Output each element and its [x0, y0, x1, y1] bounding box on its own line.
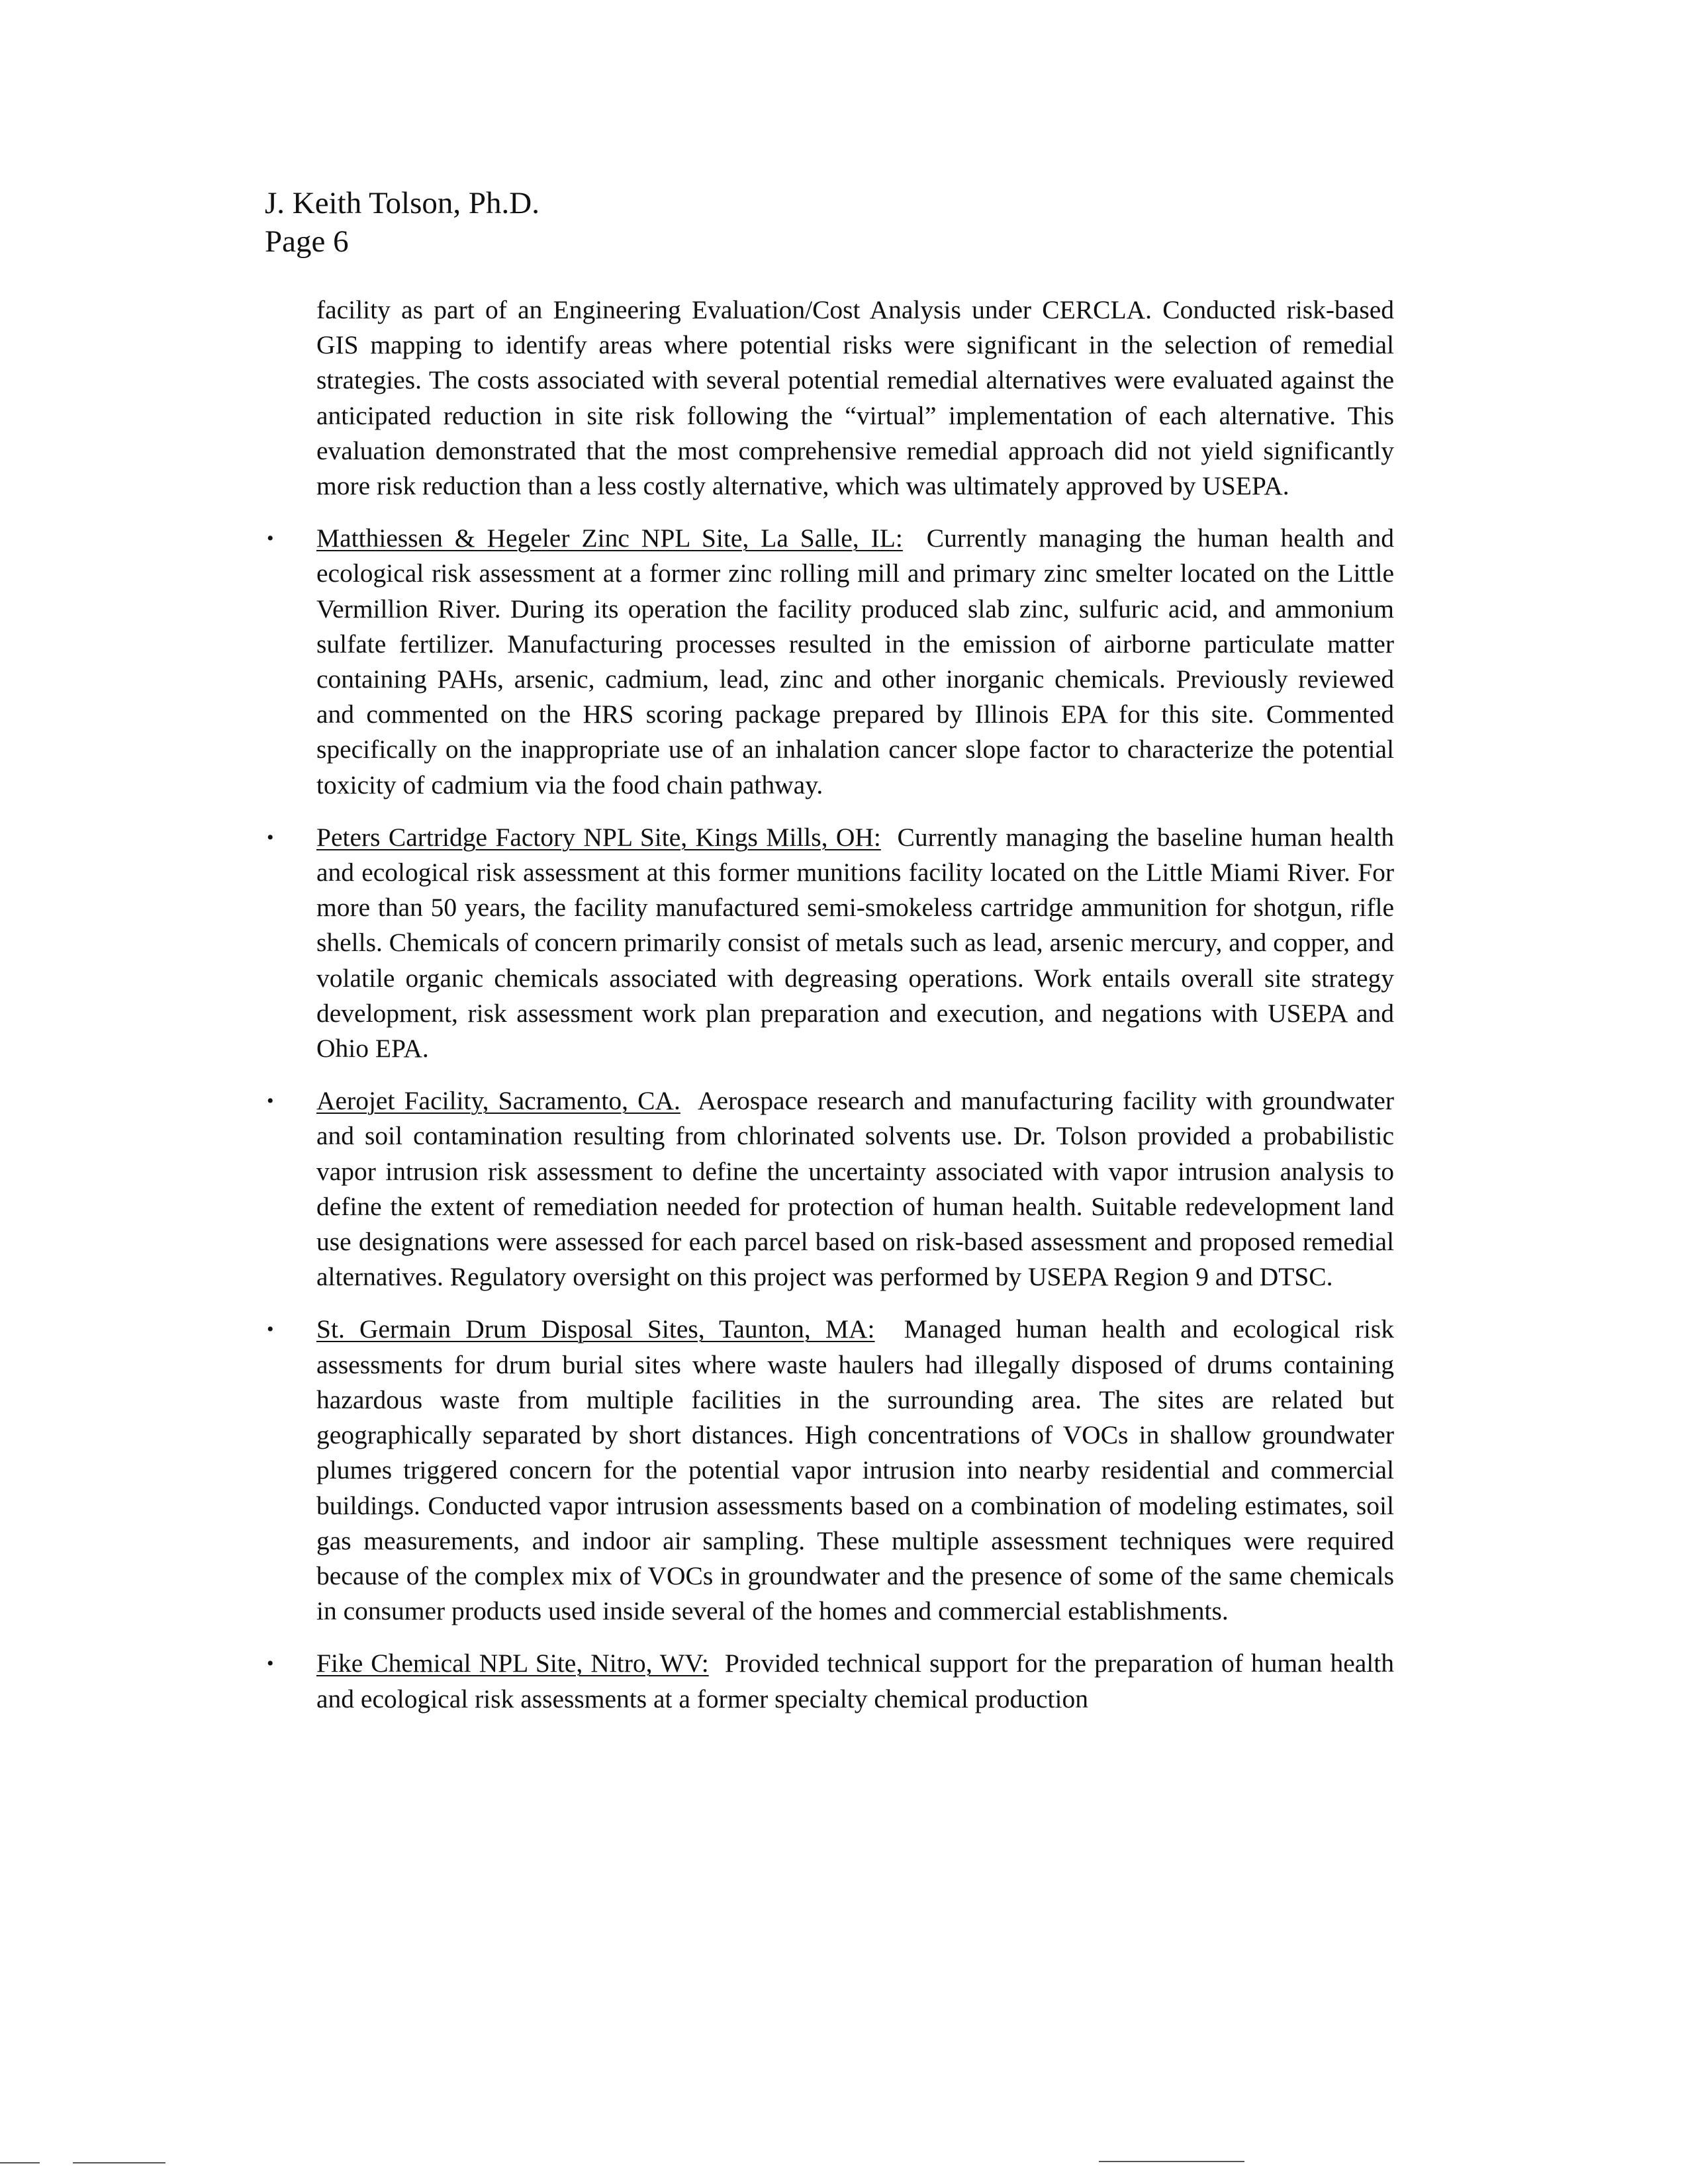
project-description: Aerospace research and manufacturing facility with groundwater and soil contamination resulting from chlorinated solvents use. Dr. Tolson provided a probabilistic vapor intrusion risk assessment to define the uncertainty associated with vapor intrusion analysis to define the extent of remediation needed for protection of human health. Suitable redevelopment land use designations were assessed for each parcel based on risk-based assessment and proposed remedial alternatives. Regulatory oversight on this project was performed by USEPA Region 9 and DTSC. — [316, 1086, 1394, 1292]
bullet-icon: • — [267, 1090, 274, 1113]
project-site-name: Fike Chemical NPL Site, Nitro, WV: — [316, 1649, 709, 1678]
project-site-name: Matthiessen & Hegeler Zinc NPL Site, La Salle, IL: — [316, 523, 903, 553]
project-item — [267, 521, 1394, 803]
page-header — [265, 184, 539, 261]
body-text — [267, 293, 1395, 1734]
project-description: Currently managing the human health and ecological risk assessment at a former zinc rolling mill and primary zinc smelter located on the Little Vermillion River. During its operation the facility produced slab zinc, sulfuric acid, and ammonium sulfate fertilizer. Manufacturing processes resulted in the emission of airborne particulate matter containing PAHs, arsenic, cadmium, lead, zinc and other inorganic chemicals. Previously reviewed and commented on the HRS scoring package prepared by Illinois EPA for this site. Commented specifically on the inappropriate use of an inhalation cancer slope factor to characterize the potential toxicity of cadmium via the food chain pathway. — [316, 523, 1394, 799]
project-item — [267, 1646, 1394, 1716]
project-list — [267, 521, 1395, 1717]
project-description: Provided technical support for the preparation of human health and ecological risk assessments at a former specialty chemical production — [316, 1649, 1394, 1713]
bullet-icon: • — [267, 1653, 274, 1675]
intro-paragraph: facility as part of an Engineering Evaluation/Cost Analysis under CERCLA. Conducted risk-based GIS mapping to identify areas where potential risks were significant in the selection of remedial strategies. The costs associated with several potential remedial alternatives were evaluated against the anticipated reduction in site risk following the “virtual” implementation of each alternative. This evaluation demonstrated that the most comprehensive remedial approach did not yield significantly more risk reduction than a less costly alternative, which was ultimately approved by USEPA. — [316, 295, 1394, 501]
author-name: J. Keith Tolson, Ph.D. — [265, 186, 539, 220]
project-item — [267, 820, 1395, 1066]
page-number: Page 6 — [265, 224, 349, 259]
bullet-icon: • — [267, 527, 274, 550]
project-site-name: Aerojet Facility, Sacramento, CA. — [316, 1086, 680, 1116]
project-site-name: St. Germain Drum Disposal Sites, Taunton, MA: — [316, 1314, 875, 1344]
project-description: Managed human health and ecological risk assessments for drum burial sites where waste haulers had illegally disposed of drums containing hazardous waste from multiple facilities in the surrounding area. The sites are related but geographically separated by short distances. High concentrations of VOCs in shallow groundwater plumes triggered concern for the potential vapor intrusion into nearby residential and commercial buildings. Conducted vapor intrusion assessments based on a combination of modeling estimates, soil gas measurements, and indoor air sampling. These multiple assessment techniques were required because of the complex mix of VOCs in groundwater and the presence of some of the same chemicals in consumer products used inside several of the homes and commercial establishments. — [316, 1314, 1394, 1626]
bullet-icon: • — [267, 826, 274, 848]
project-item — [267, 1083, 1394, 1295]
scan-artifacts — [0, 2154, 1684, 2174]
project-item — [267, 1312, 1394, 1629]
project-description: Currently managing the baseline human health and ecological risk assessment at this former munitions facility located on the Little Miami River. For more than 50 years, the facility manufactured semi-smokeless cartridge ammunition for shotgun, rifle shells. Chemicals of concern primarily consist of metals such as lead, arsenic mercury, and copper, and volatile organic chemicals associated with degreasing operations. Work entails overall site strategy development, risk assessment work plan preparation and execution, and negations with USEPA and Ohio EPA. — [316, 822, 1395, 1064]
bullet-icon: • — [267, 1318, 274, 1341]
project-site-name: Peters Cartridge Factory NPL Site, Kings Mills, OH: — [316, 822, 881, 852]
